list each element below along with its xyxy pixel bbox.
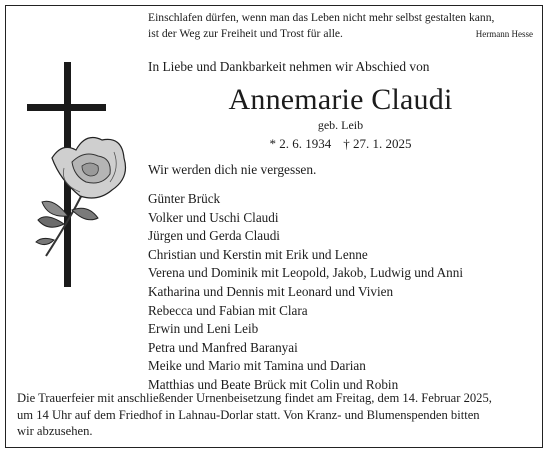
list-item: Erwin und Leni Leib bbox=[148, 321, 259, 337]
list-item: Meike und Mario mit Tamina und Darian bbox=[148, 358, 366, 374]
list-item: Jürgen und Gerda Claudi bbox=[148, 228, 280, 244]
quote-author: Hermann Hesse bbox=[475, 29, 533, 39]
cross-icon-bar bbox=[27, 104, 106, 111]
funeral-info-line: um 14 Uhr auf dem Friedhof in Lahnau-Dorlar statt. Von Kranz- und Blumenspenden bitten bbox=[17, 407, 480, 422]
list-item: Verena und Dominik mit Leopold, Jakob, Ludwig und Anni bbox=[148, 265, 463, 281]
quote-line: ist der Weg zur Freiheit und Trost für alle. bbox=[148, 27, 343, 40]
list-item: Matthias und Beate Brück mit Colin und Robin bbox=[148, 376, 399, 392]
list-item: Petra und Manfred Baranyai bbox=[148, 339, 298, 355]
list-item: Christian und Kerstin mit Erik und Lenne bbox=[148, 246, 368, 262]
rose-icon bbox=[24, 128, 134, 268]
intro-text: In Liebe und Dankbarkeit nehmen wir Abschied von bbox=[148, 59, 430, 74]
funeral-info-line: Die Trauerfeier mit anschließender Urnenbeisetzung findet am Freitag, dem 14. Februar 2025, bbox=[17, 391, 492, 405]
motto: Wir werden dich nie vergessen. bbox=[148, 162, 317, 177]
list-item: Rebecca und Fabian mit Clara bbox=[148, 302, 308, 318]
quote-line: Einschlafen dürfen, wenn man das Leben nicht mehr selbst gestalten kann, bbox=[148, 11, 495, 24]
list-item: Katharina und Dennis mit Leonard und Vivien bbox=[148, 283, 394, 299]
life-dates bbox=[148, 136, 533, 152]
funeral-info bbox=[17, 390, 542, 440]
death-date: † 27. 1. 2025 bbox=[343, 136, 412, 151]
birth-name: geb. Leib bbox=[317, 118, 364, 132]
birth-date: * 2. 6. 1934 bbox=[269, 136, 332, 151]
quote bbox=[148, 10, 533, 42]
funeral-info-line: wir abzusehen. bbox=[17, 424, 93, 438]
list-item: Günter Brück bbox=[148, 191, 221, 206]
deceased-name: Annemarie Claudi bbox=[228, 83, 453, 116]
mourners-list bbox=[148, 190, 463, 395]
list-item: Volker und Uschi Claudi bbox=[148, 209, 279, 225]
